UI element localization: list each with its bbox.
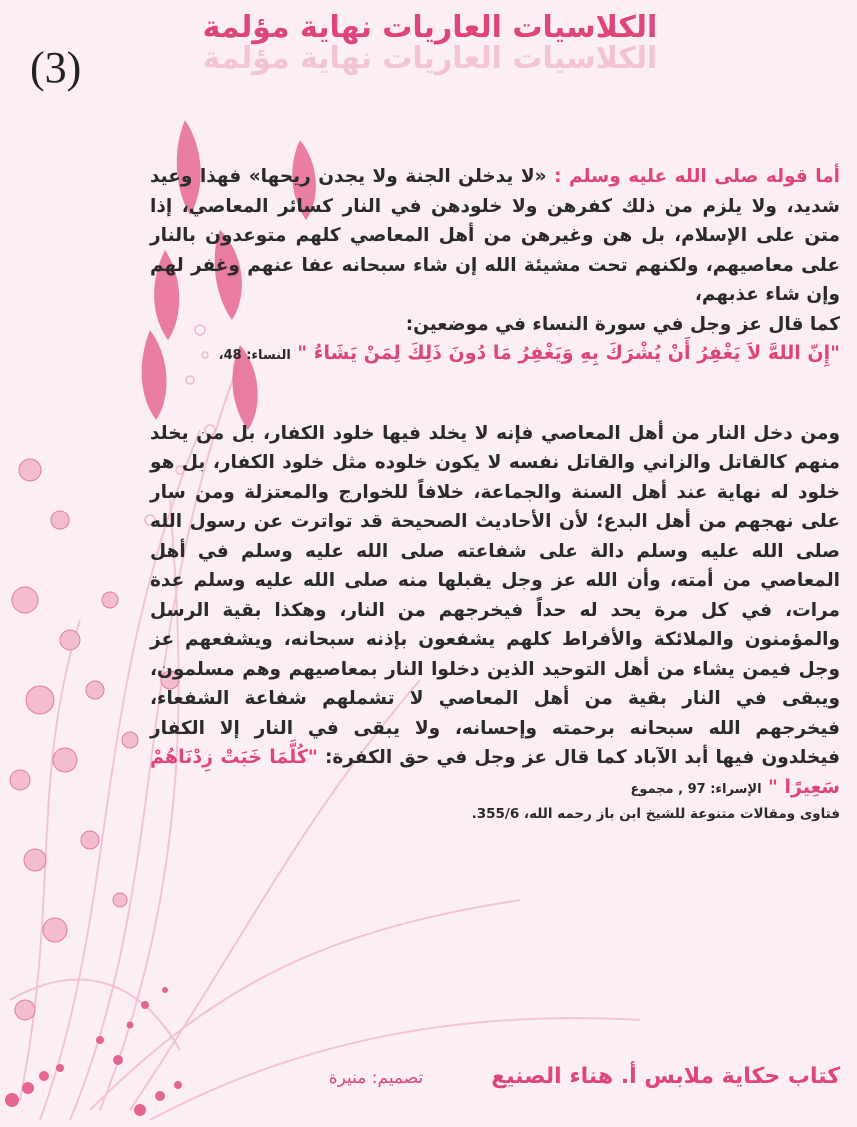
quran-verse-1: "إِنّ اللهَّ لاَ يَغْفِرُ أَنْ يُشْرَكَ بِهِ وَيَغْفِرُ مَا دُونَ ذَلِكَ لِمَنْ يَشَاءُ " <box>297 342 840 364</box>
bead <box>127 1022 134 1029</box>
hadith-quote: «لا يدخلن الجنة ولا يجدن ريحها» <box>248 166 547 187</box>
spacer <box>150 371 840 419</box>
bead <box>141 1001 149 1009</box>
hadith-lead: أما قوله صلى الله عليه وسلم : <box>554 166 840 187</box>
flower <box>60 630 80 650</box>
design-credit: تصميم: منيرة <box>328 1068 424 1088</box>
flower <box>12 587 38 613</box>
bead <box>134 1104 146 1116</box>
flower <box>51 511 69 529</box>
bead <box>155 1091 165 1101</box>
page-number: (3) <box>30 43 82 92</box>
flower <box>10 770 30 790</box>
flower <box>26 686 54 714</box>
book-credit: كتاب حكاية ملابس أ. هناء الصنيع <box>491 1064 840 1089</box>
verse-intro: كما قال عز وجل في سورة النساء في موضعين: <box>405 313 840 335</box>
page-title: الكلاسيات العاريات نهاية مؤلمة <box>202 10 658 45</box>
bead <box>174 1081 182 1089</box>
bead <box>96 1036 104 1044</box>
swirl-stem <box>10 980 180 1050</box>
article-body <box>150 162 840 824</box>
flower <box>24 849 46 871</box>
bead <box>56 1064 64 1072</box>
flower <box>53 748 77 772</box>
flower <box>86 681 104 699</box>
source-note: فتاوى ومقالات متنوعة للشيخ ابن باز رحمه الله، 355/6. <box>471 806 840 822</box>
flower <box>15 1000 35 1020</box>
verse-1-reference: النساء: 48، <box>218 348 291 363</box>
flower <box>81 831 99 849</box>
paragraph-1-text: فهذا وعيد شديد، ولا يلزم من ذلك كفرهن ولا خلودهن في النار كسائر المعاصي، إذا متن على الإسلام، بل هن وغيرهن من أهل المعاصي كلهم متوعدون بالنار على معاصيهم، ولكنهم تحت مشيئة الله إن شاء سبحانه عفا عنهم وغفر لهم وإن شاء عذبهم، <box>150 166 840 305</box>
bead <box>39 1071 49 1081</box>
flower <box>113 893 127 907</box>
paragraph-2-text: ومن دخل النار من أهل المعاصي فإنه لا يخلد فيها خلود الكفار، بل من يخلد منهم كالقاتل والزاني والقاتل نفسه لا يكون خلوده مثل خلود الكفار، بل هو خلود له نهاية عند أهل السنة والجماعة، خلافاً للخوارج والمعتزلة ومن سار على نهجهم من أهل البدع؛ لأن الأحاديث الصحيحة قد تواترت عن رسول الله صلى الله عليه وسلم دالة على شفاعته صلى الله عليه وسلم في أهل المعاصي من أمته، وأن الله عز وجل يقبلها منه صلى الله عليه وسلم عدة مرات، في كل مرة يحد له حداً فيخرجهم من النار، وهكذا بقية الرسل والمؤمنون والملائكة والأفراط كلهم يشفعون بإذنه سبحانه، ويشفعهم عز وجل فيمن يشاء من أهل التوحيد الذين دخلوا النار بمعاصيهم وهم مسلمون، ويبقى في النار بقية من أهل المعاصي لا تشملهم شفاعة الشفعاء، فيخرجهم الله سبحانه برحمته وإحسانه، ولا يبقى في النار إلا الكفار فيخلدون فيها أبد الآباد كما قال عز وجل في حق الكفرة: <box>150 422 840 768</box>
paragraph-2 <box>150 419 840 805</box>
flower <box>19 459 41 481</box>
flower <box>122 732 138 748</box>
bead <box>113 1055 123 1065</box>
verse-2-reference: الإسراء: 97 , مجموع <box>630 781 762 797</box>
footer <box>250 1064 840 1089</box>
title-block <box>150 6 710 76</box>
bead <box>162 987 168 993</box>
bead <box>5 1093 19 1107</box>
paragraph-1 <box>150 162 840 310</box>
page-title-reflection: الكلاسيات العاريات نهاية مؤلمة <box>202 41 658 76</box>
verse-line-1 <box>150 339 840 371</box>
quran-verse-2: "كُلَّمَا خَبَتْ زِدْنَاهُمْ سَعِيرًا " <box>150 746 840 798</box>
flower <box>102 592 118 608</box>
bead <box>22 1082 34 1094</box>
flower <box>43 918 67 942</box>
